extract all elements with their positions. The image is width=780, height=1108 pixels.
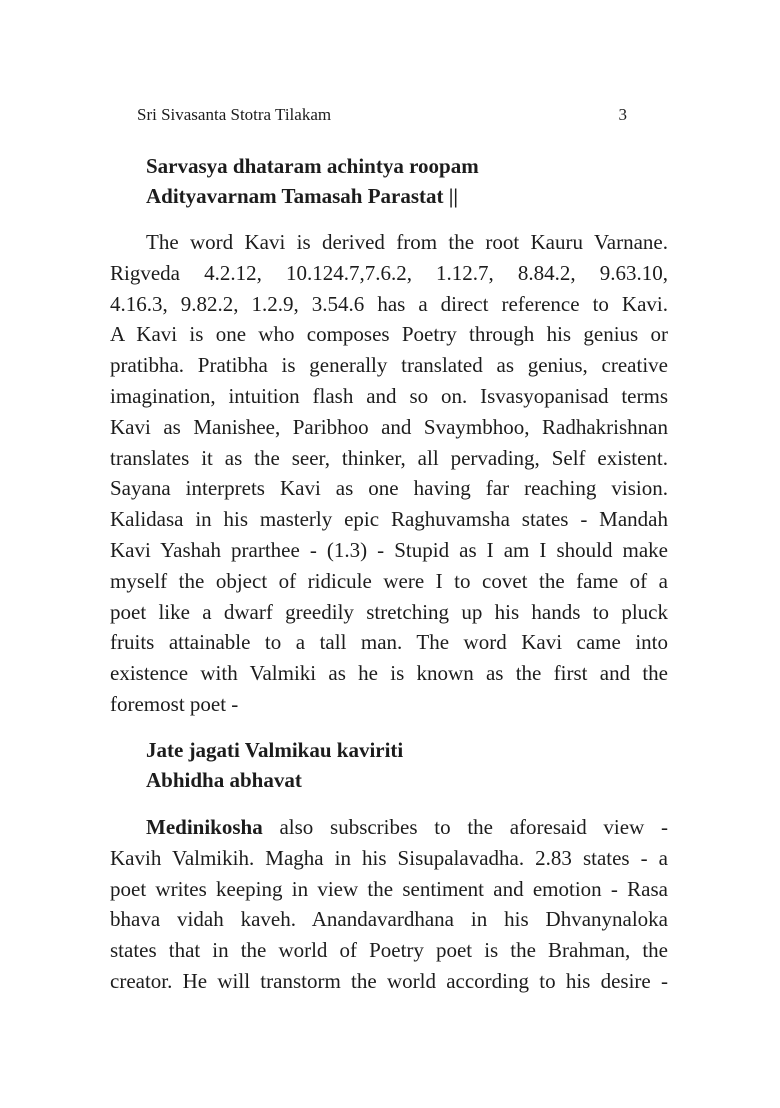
book-title: Sri Sivasanta Stotra Tilakam — [137, 105, 332, 124]
paragraph-line-rest: also subscribes to the aforesaid view - — [262, 815, 668, 839]
page-number: 3 — [618, 105, 627, 124]
verse-line: Adityavarnam Tamasah Parastat || — [146, 184, 459, 208]
verse-quote — [146, 151, 479, 211]
paragraph-line: fruits attainable to a tall man. The word Kavi came into — [110, 630, 668, 655]
paragraph-line: imagination, intuition flash and so on. Isvasyopanisad terms — [110, 383, 668, 408]
body-paragraph — [110, 812, 668, 997]
paragraph-line: A Kavi is one who composes Poetry through his genius or — [110, 322, 668, 347]
paragraph-line: The word Kavi is derived from the root Kauru Varnane. — [146, 230, 668, 254]
paragraph-line: Kavi as Manishee, Paribhoo and Svaymbhoo, Radhakrishnan — [110, 414, 668, 439]
paragraph-line: Rigveda 4.2.12, 10.124.7,7.6.2, 1.12.7, 8.84.2, 9.63.10, — [110, 260, 668, 285]
verse-line: Abhidha abhavat — [146, 768, 302, 792]
paragraph-line: bhava vidah kaveh. Anandavardhana in his Dhvanynaloka — [110, 907, 668, 932]
paragraph-line: states that in the world of Poetry poet is the Brahman, the — [110, 938, 668, 963]
verse-quote — [146, 735, 403, 795]
paragraph-line: Kavi Yashah prarthee - (1.3) - Stupid as I am I should make — [110, 537, 668, 562]
paragraph-line: pratibha. Pratibha is generally translated as genius, creative — [110, 353, 668, 378]
verse-line: Jate jagati Valmikau kaviriti — [146, 738, 404, 762]
paragraph-line: translates it as the seer, thinker, all pervading, Self existent. — [110, 445, 668, 470]
body-paragraph — [110, 227, 668, 720]
paragraph-line: myself the object of ridicule were I to covet the fame of a — [110, 568, 668, 593]
paragraph-line: poet like a dwarf greedily stretching up his hands to pluck — [110, 599, 668, 624]
paragraph-line: poet writes keeping in view the sentiment and emotion - Rasa — [110, 876, 668, 901]
paragraph-line: creator. He will transtorm the world according to his desire - — [110, 968, 668, 993]
paragraph-line — [110, 812, 668, 843]
paragraph-line: existence with Valmiki as he is known as the first and the — [110, 661, 668, 686]
paragraph-line: 4.16.3, 9.82.2, 1.2.9, 3.54.6 has a direct reference to Kavi. — [110, 291, 668, 316]
paragraph-line: Kavih Valmikih. Magha in his Sisupalavadha. 2.83 states - a — [110, 845, 668, 870]
paragraph-line: Kalidasa in his masterly epic Raghuvamsha states - Mandah — [110, 507, 668, 532]
verse-line: Sarvasya dhataram achintya roopam — [146, 154, 479, 178]
bold-term: Medinikosha — [146, 815, 263, 839]
paragraph-line: Sayana interprets Kavi as one having far reaching vision. — [110, 476, 668, 501]
paragraph-line: foremost poet - — [110, 691, 239, 716]
